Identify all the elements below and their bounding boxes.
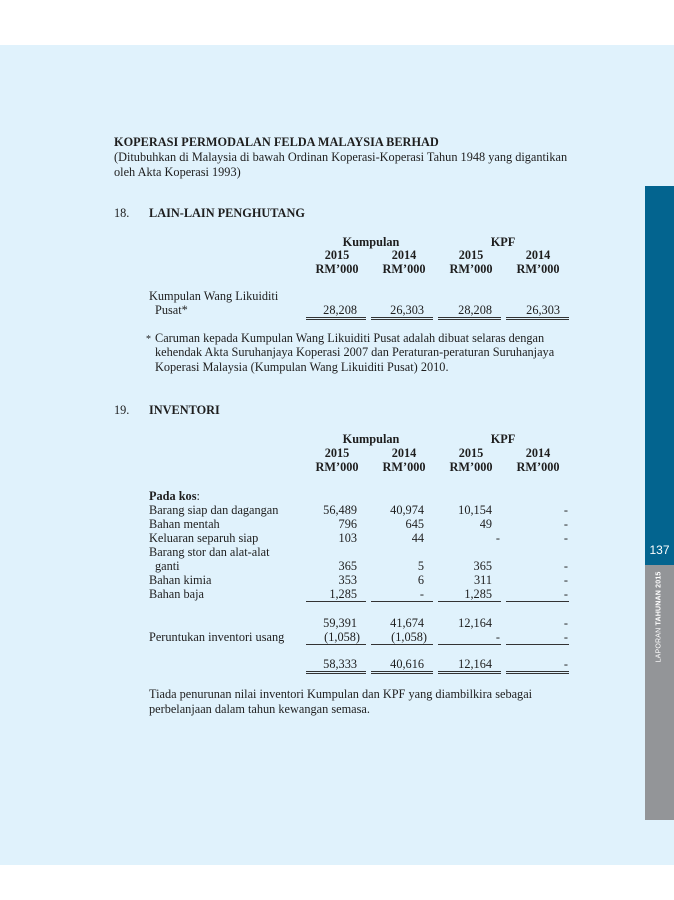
col-year: 2015 [324,248,350,262]
cell: - [563,531,568,545]
double-rule [506,317,569,320]
col-unit: RM’000 [315,262,359,276]
cell: 5 [417,559,424,573]
org-title: KOPERASI PERMODALAN FELDA MALAYSIA BERHAD [114,135,439,149]
col-group-kumpulan: Kumpulan [342,235,400,249]
double-rule [306,317,366,320]
col-year: 2015 [458,446,484,460]
double-rule [306,671,366,674]
col-unit: RM’000 [315,460,359,474]
col-unit: RM’000 [449,262,493,276]
page-number: 137 [649,543,670,557]
cell: 49 [479,517,492,531]
row-label: Bahan mentah [149,517,220,531]
cell: 28,208 [323,303,357,317]
total-cell: 40,616 [390,657,424,671]
double-rule [506,671,569,674]
col-unit: RM’000 [382,262,426,276]
col-group-kpf: KPF [490,432,516,446]
section-label-colon: : [196,489,200,503]
note19-title: INVENTORI [149,403,220,417]
total-cell: 58,333 [323,657,357,671]
cell: 6 [417,573,424,587]
rule [506,601,569,602]
footnote-line3: Koperasi Malaysia (Kumpulan Wang Likuiditi Pusat) 2010. [155,360,449,374]
note18-number: 18. [114,206,130,220]
rule [371,644,433,645]
note18-row-label: Kumpulan Wang Likuiditi [149,289,279,303]
closing-line2: perbelanjaan dalam tahun kewangan semasa. [149,702,370,716]
org-subtitle-line1: (Ditubuhkan di Malaysia di bawah Ordinan Koperasi-Koperasi Tahun 1948 yang digantikan [114,150,568,164]
col-year: 2014 [525,446,551,460]
provision-label: Peruntukan inventori usang [149,630,285,644]
col-group-kumpulan: Kumpulan [342,432,400,446]
cell: 56,489 [323,503,357,517]
note18-title: LAIN-LAIN PENGHUTANG [149,206,305,220]
cell: 26,303 [526,303,560,317]
col-year: 2014 [391,248,417,262]
cell: 311 [474,573,492,587]
row-label: Barang stor dan alat-alat [149,545,270,559]
double-rule [371,671,433,674]
cell: - [419,587,424,601]
row-label: Bahan kimia [149,573,212,587]
subtotal-cell: 12,164 [458,616,492,630]
cell: 28,208 [458,303,492,317]
section-label-text: Pada kos [149,489,197,503]
rule [438,644,501,645]
col-year: 2015 [324,446,350,460]
cell: 645 [405,517,424,531]
col-year: 2014 [525,248,551,262]
subtotal-cell: 41,674 [390,616,424,630]
closing-line1: Tiada penurunan nilai inventori Kumpulan dan KPF yang diambilkira sebagai [149,687,533,701]
col-year: 2014 [391,446,417,460]
col-group-kpf: KPF [490,235,516,249]
provision-cell: (1,058) [391,630,427,644]
cell: 796 [338,517,357,531]
rule [306,644,366,645]
col-unit: RM’000 [516,460,560,474]
cell: 353 [338,573,357,587]
org-subtitle-line2: oleh Akta Koperasi 1993) [114,165,241,179]
cell: - [563,517,568,531]
cell: - [495,531,500,545]
section-label [149,489,200,503]
col-year: 2015 [458,248,484,262]
row-label-cont: ganti [155,559,180,573]
col-unit: RM’000 [382,460,426,474]
note19-number: 19. [114,403,130,417]
cell: - [563,503,568,517]
subtotal-cell: - [563,616,568,630]
row-label: Keluaran separuh siap [149,531,259,545]
footnote-line2: kehendak Akta Suruhanjaya Koperasi 2007 dan Peraturan-peraturan Suruhanjaya [155,345,555,359]
subtotal-cell: 59,391 [323,616,357,630]
row-label: Bahan baja [149,587,204,601]
cell: - [563,559,568,573]
footnote-line1: Caruman kepada Kumpulan Wang Likuiditi Pusat adalah dibuat selaras dengan [155,331,545,345]
double-rule [438,671,501,674]
total-cell: 12,164 [458,657,492,671]
rule [306,601,366,602]
col-unit: RM’000 [449,460,493,474]
cell: 103 [338,531,357,545]
provision-cell: - [563,630,568,644]
total-cell: - [563,657,568,671]
rule [438,601,501,602]
report-label-bold: TAHUNAN 2015 [655,571,663,626]
sidebar-tab-blue [645,186,674,565]
cell: - [563,573,568,587]
cell: 10,154 [458,503,492,517]
cell: - [563,587,568,601]
cell: 1,285 [464,587,492,601]
rule [371,601,433,602]
provision-cell: (1,058) [324,630,360,644]
note18-row-label-cont: Pusat* [155,303,188,317]
cell: 1,285 [329,587,357,601]
report-label [656,571,663,662]
col-unit: RM’000 [516,262,560,276]
cell: 44 [411,531,424,545]
footnote-mark: * [146,334,151,345]
report-label-light: LAPORAN [655,627,663,663]
cell: 26,303 [390,303,424,317]
cell: 365 [473,559,492,573]
row-label: Barang siap dan dagangan [149,503,279,517]
double-rule [371,317,433,320]
rule [506,644,569,645]
provision-cell: - [495,630,500,644]
cell: 365 [338,559,357,573]
double-rule [438,317,501,320]
cell: 40,974 [390,503,424,517]
